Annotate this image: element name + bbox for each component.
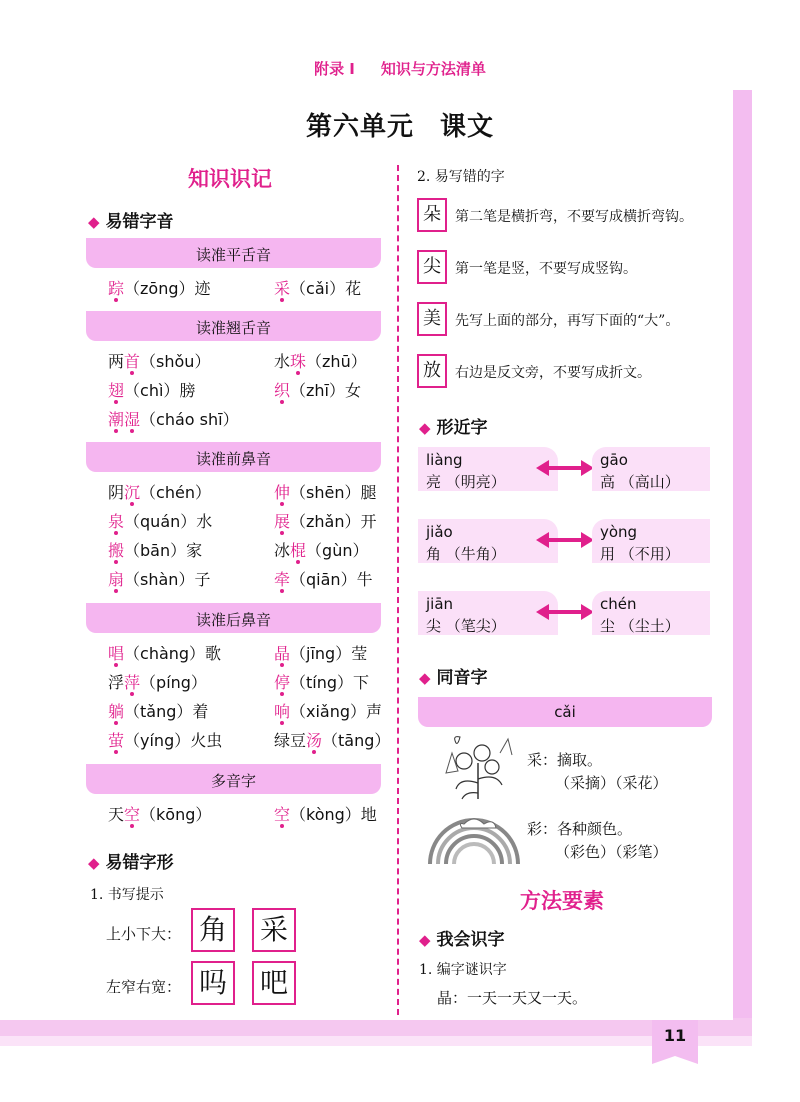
word-item: 展（zhǎn）开 [274, 512, 377, 531]
word-item: 扇（shàn）子 [108, 570, 211, 589]
similar-heading [419, 413, 488, 438]
char-note: 第二笔是横折弯，不要写成横折弯钩。 [455, 209, 693, 225]
char-note: 第一笔是竖，不要写成竖钩。 [455, 261, 637, 277]
word-item: 阴沉（chén） [108, 483, 211, 502]
rule-top-small: 上小下大： [106, 925, 182, 943]
char-note: 先写上面的部分，再写下面的“大”。 [455, 313, 680, 329]
similar-word: 亮 （明亮） [426, 473, 506, 491]
pinyin: jiān [426, 595, 454, 613]
group-label: 读准前鼻音 [195, 450, 271, 468]
char-box: 采 [252, 908, 296, 952]
word-item: 搬（bān）家 [108, 541, 203, 560]
group-label: 多音字 [210, 772, 256, 790]
similar-heading-label: 形近字 [436, 418, 488, 438]
diamond-icon: ◆ [419, 419, 431, 437]
char-box: 美 [417, 302, 447, 336]
homophone-words: （彩色）（彩笔） [555, 843, 668, 861]
similar-word: 尘 （尘土） [600, 617, 680, 635]
word-item: 泉（quán）水 [108, 512, 213, 531]
running-header [0, 58, 800, 79]
page-bottom-shadow [0, 1018, 752, 1036]
char-box: 放 [417, 354, 447, 388]
word-item: 浮萍（píng） [108, 673, 207, 692]
double-arrow-icon [536, 530, 594, 550]
double-arrow-icon [536, 602, 594, 622]
word-item: 水珠（zhū） [274, 352, 367, 371]
similar-word: 高 （高山） [600, 473, 680, 491]
appendix-label: 附录 I [314, 60, 355, 78]
char-box: 朵 [417, 198, 447, 232]
group-label: 读准后鼻音 [195, 611, 271, 629]
word-item: 萤（yíng）火虫 [108, 731, 223, 750]
pinyin: chén [600, 595, 637, 613]
word-item: 踪（zōng）迹 [108, 279, 211, 298]
header-title: 知识与方法清单 [380, 60, 486, 78]
page-tab-notch [652, 1054, 698, 1064]
homophone-words: （采摘）（采花） [555, 774, 668, 792]
word-item: 天空（kōng） [108, 805, 212, 824]
writing-tip: 1. 书写提示 [90, 887, 164, 903]
unit-title [0, 106, 800, 143]
diamond-icon: ◆ [419, 931, 431, 949]
group-label: 读准翘舌音 [195, 319, 271, 337]
word-item: 伸（shēn）腿 [274, 483, 377, 502]
char-box: 吗 [191, 961, 235, 1005]
char-box: 吧 [252, 961, 296, 1005]
easy-wrong-title: 2. 易写错的字 [417, 169, 505, 185]
word-item: 织（zhī）女 [274, 381, 362, 400]
word-item: 躺（tǎng）着 [108, 702, 209, 721]
homophone-heading-label: 同音字 [436, 668, 488, 688]
homophone-pinyin: cǎi [554, 703, 576, 721]
form-heading-label: 易错字形 [105, 853, 174, 873]
word-item: 采（cǎi）花 [274, 279, 362, 298]
method-heading: 方法要素 [520, 888, 604, 913]
homophone-heading [419, 663, 488, 688]
char-box: 尖 [417, 250, 447, 284]
diamond-icon: ◆ [88, 854, 100, 872]
recognize-heading [419, 925, 505, 950]
double-arrow-icon [536, 458, 594, 478]
method-item: 1. 编字谜识字 [419, 962, 507, 978]
pinyin: yòng [600, 523, 638, 541]
similar-word: 用 （不用） [600, 545, 680, 563]
page-bottom-shadow-light [0, 1036, 752, 1046]
homophone-def: 采：摘取。 [527, 751, 603, 769]
pron-heading [88, 207, 174, 232]
word-item: 潮湿（cháo shī） [108, 410, 239, 429]
section-name: 课文 [440, 112, 495, 142]
word-item: 翅（chì）膀 [108, 381, 196, 400]
word-item: 晶（jīng）莹 [274, 644, 368, 663]
char-note: 右边是反文旁，不要写成折文。 [455, 365, 651, 381]
pron-heading-label: 易错字音 [105, 212, 174, 232]
similar-word: 尖 （笔尖） [426, 617, 506, 635]
group-label: 读准平舌音 [195, 246, 271, 264]
column-divider [397, 165, 399, 1015]
flower-picking-picture [438, 733, 518, 801]
word-item: 牵（qiān）牛 [274, 570, 373, 589]
word-item: 冰棍（gùn） [274, 541, 369, 560]
pinyin: jiǎo [426, 523, 453, 541]
word-item: 唱（chàng）歌 [108, 644, 222, 663]
diamond-icon: ◆ [419, 669, 431, 687]
pinyin: gāo [600, 451, 628, 469]
char-box: 角 [191, 908, 235, 952]
unit-name: 第六单元 [305, 112, 414, 142]
diamond-icon: ◆ [88, 213, 100, 231]
page-number: 11 [652, 1020, 698, 1054]
similar-word: 角 （牛角） [426, 545, 506, 563]
pinyin: liàng [426, 451, 463, 469]
word-item: 停（tíng）下 [274, 673, 370, 692]
rainbow-picture [424, 810, 524, 866]
form-heading [88, 848, 174, 873]
word-item: 绿豆汤（tāng） [274, 731, 391, 750]
word-item: 响（xiǎng）声 [274, 702, 383, 721]
rule-left-narrow: 左窄右宽： [106, 978, 182, 996]
word-item: 两首（shǒu） [108, 352, 211, 371]
knowledge-heading: 知识识记 [188, 166, 272, 191]
word-item: 空（kòng）地 [274, 805, 377, 824]
recognize-heading-label: 我会识字 [436, 930, 505, 950]
homophone-def: 彩：各种颜色。 [527, 820, 633, 838]
riddle: 晶：一天一天又一天。 [437, 989, 588, 1007]
